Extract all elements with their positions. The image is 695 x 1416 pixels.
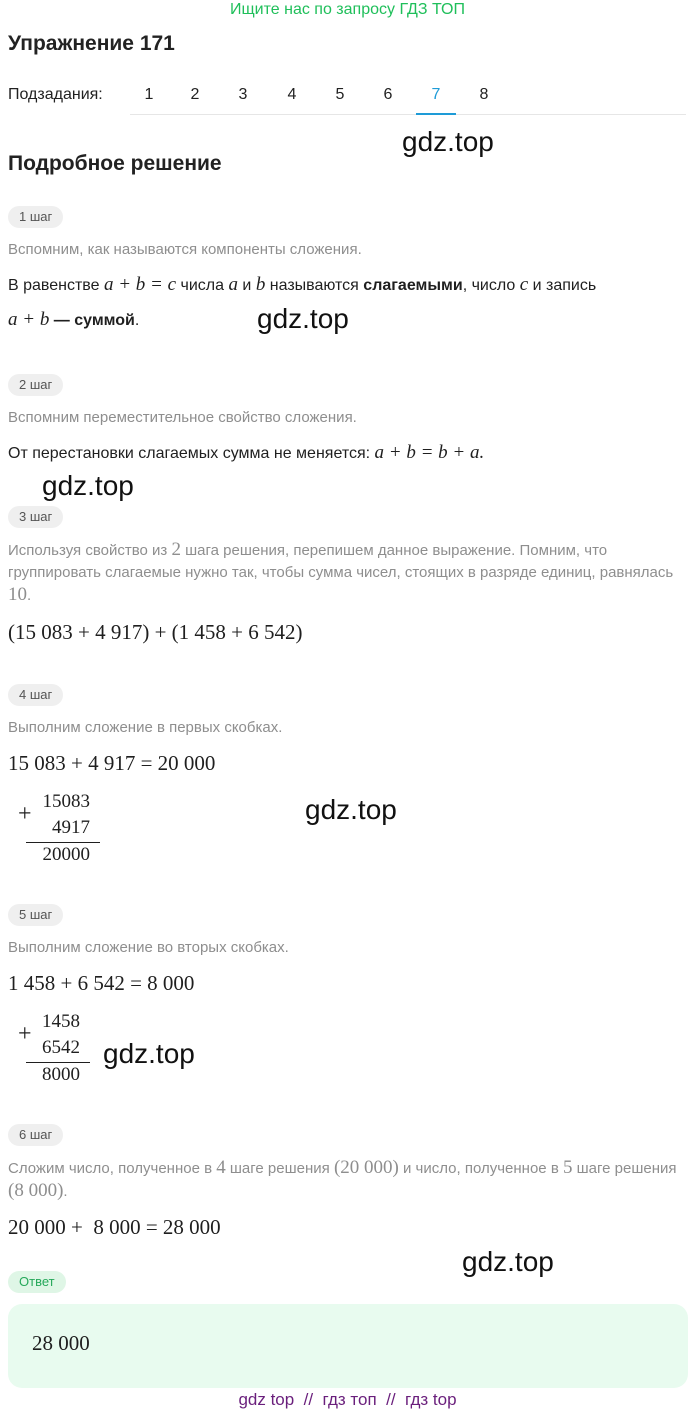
footer-links[interactable]: gdz top // гдз топ // гдз top xyxy=(238,1390,457,1409)
watermark-text: gdz.top xyxy=(103,1038,195,1069)
step-6-note-number: (20 000) xyxy=(333,1157,399,1178)
column-plus-sign: + xyxy=(18,801,32,827)
subtask-tab-7-active[interactable]: 7 xyxy=(431,86,441,103)
step-1-term-addends: слагаемыми xyxy=(363,277,463,294)
step-3-note-number: 10 xyxy=(8,584,27,605)
step-2-property xyxy=(8,436,688,471)
step-3-note-text: . xyxy=(27,587,32,604)
watermark-text: gdz.top xyxy=(402,126,494,157)
column-addend-1: 15083 xyxy=(42,791,90,812)
step-1-sum-expression: a + b xyxy=(8,309,50,330)
step-1-dash: — xyxy=(53,312,70,329)
step-1-variable-b: b xyxy=(255,274,266,295)
step-3-expression: (15 083 + 4 917) + (1 458 + 6 542) xyxy=(8,620,303,644)
watermark-text: gdz.top xyxy=(305,794,397,825)
column-plus-sign: + xyxy=(18,1021,32,1047)
step-3-note-text: шага решения, перепишем данное выражение. Помним, что группировать слагаемые нужно так, чтобы сумма чисел, стоящих в разряде единиц, равнялась xyxy=(8,542,674,581)
step-5-expression: 1 458 + 6 542 = 8 000 xyxy=(8,971,195,995)
step-3-badge: 3 шаг xyxy=(8,506,63,528)
step-1-text: называются xyxy=(269,277,359,294)
step-1-term-sum: суммой xyxy=(74,312,135,329)
subtask-tab-1[interactable]: 1 xyxy=(144,86,154,103)
step-1-equation: a + b = c xyxy=(103,274,177,295)
step-1-note: Вспомним, как называются компоненты сложения. xyxy=(8,241,362,258)
answer-box xyxy=(8,1304,688,1388)
column-sum-line xyxy=(26,842,100,843)
step-2-text: От перестановки слагаемых сумма не меняется: xyxy=(8,445,371,462)
step-1-text: и xyxy=(242,277,252,294)
step-1-variable-a: a xyxy=(228,274,238,295)
step-6-note-number: 5 xyxy=(562,1157,573,1178)
step-6-note-text: шаге решения xyxy=(229,1160,330,1177)
subtasks-label: Подзадания: xyxy=(8,86,103,103)
step-1-text: и запись xyxy=(532,277,597,294)
step-4-badge: 4 шаг xyxy=(8,684,63,706)
step-6-badge: 6 шаг xyxy=(8,1124,63,1146)
step-1-text: , число xyxy=(462,277,516,294)
step-1-text: . xyxy=(134,312,140,329)
step-1-variable-c: c xyxy=(519,274,529,295)
watermark-text: gdz.top xyxy=(257,303,349,334)
column-addend-2: 4917 xyxy=(52,817,90,838)
subtask-tab-2[interactable]: 2 xyxy=(190,86,200,103)
step-3-note xyxy=(8,539,688,607)
answer-badge: Ответ xyxy=(8,1271,66,1293)
step-1-definition xyxy=(8,268,688,338)
column-sum-line xyxy=(26,1062,90,1063)
subtask-tab-8[interactable]: 8 xyxy=(479,86,489,103)
subtasks-divider xyxy=(130,114,686,115)
answer-value: 28 000 xyxy=(32,1331,90,1355)
column-addend-2: 6542 xyxy=(42,1037,80,1058)
watermark-text: gdz.top xyxy=(42,470,134,501)
step-6-note xyxy=(8,1157,688,1203)
step-6-note-text: шаге решения xyxy=(576,1160,677,1177)
subtask-tab-6[interactable]: 6 xyxy=(383,86,393,103)
step-6-note-text: Сложим число, полученное в xyxy=(8,1160,213,1177)
column-result: 8000 xyxy=(42,1064,80,1085)
step-5-badge: 5 шаг xyxy=(8,904,63,926)
search-hint-banner[interactable]: Ищите нас по запросу ГДЗ ТОП xyxy=(230,1,465,18)
step-6-note-text: и число, полученное в xyxy=(403,1160,559,1177)
step-6-note-number: (8 000) xyxy=(8,1180,64,1201)
subtask-tab-5[interactable]: 5 xyxy=(335,86,345,103)
step-1-text: числа xyxy=(180,277,225,294)
step-2-badge: 2 шаг xyxy=(8,374,63,396)
step-6-expression: 20 000 + 8 000 = 28 000 xyxy=(8,1215,221,1239)
step-2-equation: a + b = b + a. xyxy=(374,442,485,463)
step-3-note-text: Используя свойство из xyxy=(8,542,168,559)
page-title: Упражнение 171 xyxy=(8,32,175,55)
step-4-note: Выполним сложение в первых скобках. xyxy=(8,719,283,736)
step-3-note-number: 2 xyxy=(171,539,181,560)
subtask-tab-4[interactable]: 4 xyxy=(287,86,297,103)
step-1-badge: 1 шаг xyxy=(8,206,63,228)
subtask-tab-3[interactable]: 3 xyxy=(238,86,248,103)
step-4-expression: 15 083 + 4 917 = 20 000 xyxy=(8,751,216,775)
active-tab-indicator xyxy=(416,113,456,115)
step-5-note: Выполним сложение во вторых скобках. xyxy=(8,939,289,956)
step-2-note: Вспомним переместительное свойство сложения. xyxy=(8,409,357,426)
column-result: 20000 xyxy=(42,844,90,865)
column-addend-1: 1458 xyxy=(42,1011,80,1032)
watermark-text: gdz.top xyxy=(462,1246,554,1277)
solution-heading: Подробное решение xyxy=(8,152,222,175)
step-6-note-number: 4 xyxy=(216,1157,226,1178)
step-1-text: В равенстве xyxy=(8,277,100,294)
step-6-note-text: . xyxy=(63,1183,68,1200)
